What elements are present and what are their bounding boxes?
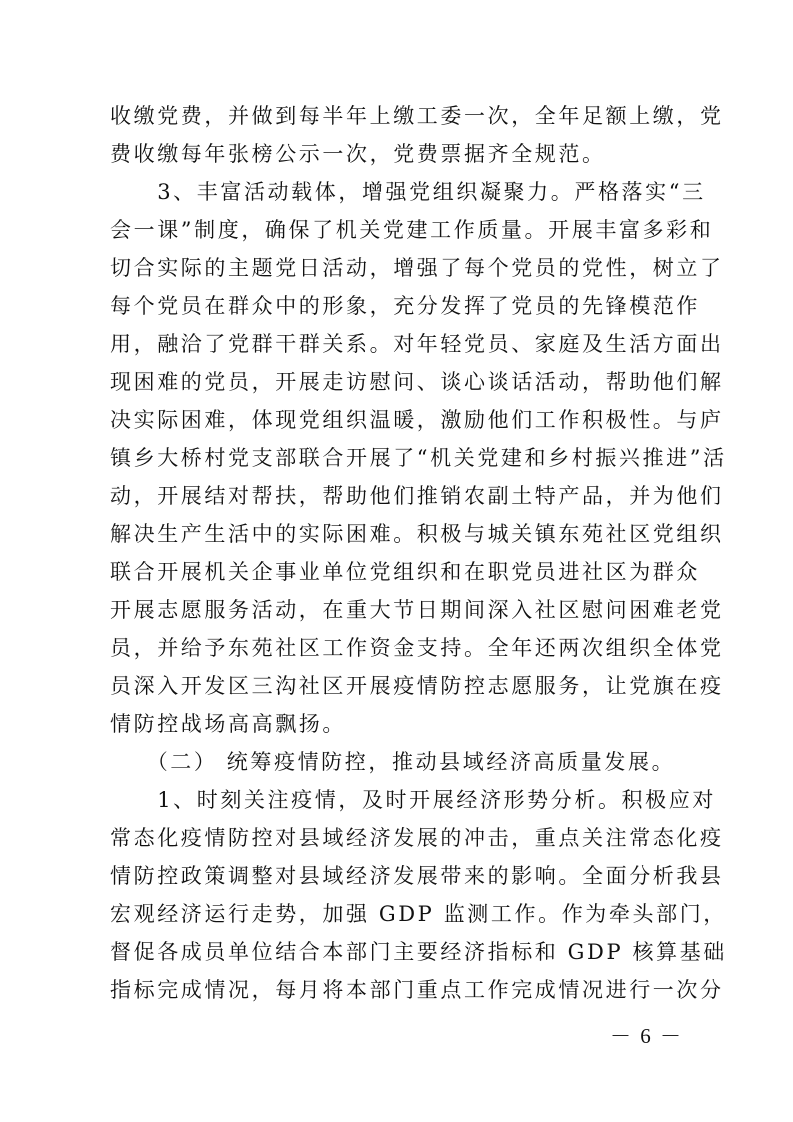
text-line: 用，融洽了党群干群关系。对年轻党员、家庭及生活方面出 xyxy=(110,332,724,356)
text-line: 1、时刻关注疫情，及时开展经济形势分析。积极应对 xyxy=(110,788,716,812)
text-line: 情防控政策调整对县域经济发展带来的影响。全面分析我县 xyxy=(110,864,724,888)
text-line: 现困难的党员，开展走访慰问、谈心谈话活动，帮助他们解 xyxy=(110,370,724,394)
text-line: 动，开展结对帮扶，帮助他们推销农副土特产品，并为他们 xyxy=(110,484,724,508)
text-line: 指标完成情况，每月将本部门重点工作完成情况进行一次分 xyxy=(110,978,724,1002)
text-line: 3、丰富活动载体，增强党组织凝聚力。严格落实“三 xyxy=(110,180,706,204)
text-line: 会一课”制度，确保了机关党建工作质量。开展丰富多彩和 xyxy=(110,218,714,242)
text-line: 每个党员在群众中的形象，充分发挥了党员的先锋模范作 xyxy=(110,294,700,318)
text-line: 收缴党费，并做到每半年上缴工委一次，全年足额上缴，党 xyxy=(110,104,724,128)
text-line: 解决生产生活中的实际困难。积极与城关镇东苑社区党组织 xyxy=(110,522,724,546)
text-line: 镇乡大桥村党支部联合开展了“机关党建和乡村振兴推进”活 xyxy=(110,446,727,470)
text-line: 督促各成员单位结合本部门主要经济指标和 GDP 核算基础 xyxy=(110,940,727,964)
page-number: － 6 － xyxy=(610,1024,683,1048)
text-line: 切合实际的主题党日活动，增强了每个党员的党性，树立了 xyxy=(110,256,724,280)
text-line: 员，并给予东苑社区工作资金支持。全年还两次组织全体党 xyxy=(110,636,724,660)
text-line: 常态化疫情防控对县域经济发展的冲击，重点关注常态化疫 xyxy=(110,826,724,850)
section-heading: （二） 统筹疫情防控，推动县域经济高质量发展。 xyxy=(110,750,676,774)
text-line: 员深入开发区三沟社区开展疫情防控志愿服务，让党旗在疫 xyxy=(110,674,724,698)
text-line: 情防控战场高高飘扬。 xyxy=(110,712,346,736)
text-line: 费收缴每年张榜公示一次，党费票据齐全规范。 xyxy=(110,142,606,166)
text-line: 联合开展机关企事业单位党组织和在职党员进社区为群众 xyxy=(110,560,700,584)
text-line: 宏观经济运行走势，加强 GDP 监测工作。作为牵头部门， xyxy=(110,902,727,926)
text-line: 开展志愿服务活动，在重大节日期间深入社区慰问困难老党 xyxy=(110,598,724,622)
text-line: 决实际困难，体现党组织温暖，激励他们工作积极性。与庐 xyxy=(110,408,724,432)
